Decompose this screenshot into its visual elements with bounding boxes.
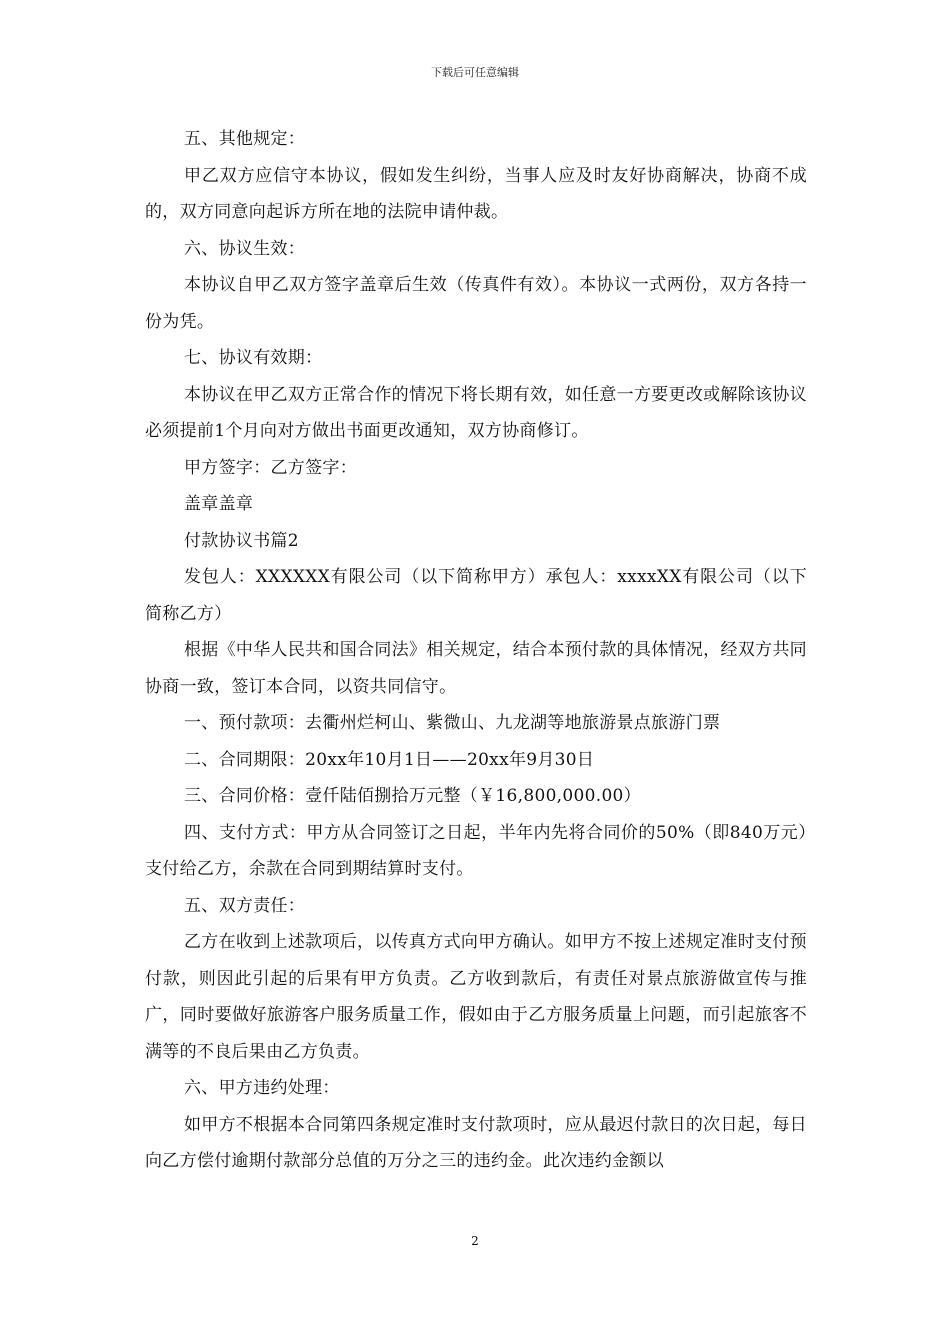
clause-contract-price: 三、合同价格：壹仟陆佰捌拾万元整（￥16,800,000.00）	[184, 786, 641, 806]
clause-prepayment-item: 一、预付款项：去衢州烂柯山、紫微山、九龙湖等地旅游景点旅游门票	[184, 713, 721, 733]
paragraph-effectiveness: 本协议自甲乙双方签字盖章后生效（传真件有效）。本协议一式两份，双方各持一份为凭。	[145, 275, 807, 332]
clause-payment-method: 四、支付方式：甲方从合同签订之日起，半年内先将合同价的50%（即840万元）支付给乙方，余款在合同到期结算时支付。	[145, 822, 807, 879]
seal-line: 盖章盖章	[184, 494, 254, 514]
paragraph-validity: 本协议在甲乙双方正常合作的情况下将长期有效，如任意一方要更改或解除该协议必须提前1个月向对方做出书面更改通知，双方协商修订。	[145, 384, 807, 441]
document-body	[145, 121, 807, 1180]
parties-paragraph: 发包人：XXXXXX有限公司（以下简称甲方）承包人：xxxxXX有限公司（以下简称乙方）	[145, 567, 807, 624]
section-heading-other-rules: 五、其他规定：	[184, 129, 306, 149]
page-number: 2	[471, 1234, 479, 1248]
paragraph-dispute-resolution: 甲乙双方应信守本协议，假如发生纠纷，当事人应及时友好协商解决，协商不成的，双方同意向起诉方所在地的法院申请仲裁。	[145, 165, 807, 222]
paragraph-responsibilities: 乙方在收到上述款项后，以传真方式向甲方确认。如甲方不按上述规定准时支付预付款，则因此引起的后果有甲方负责。乙方收到款后，有责任对景点旅游做宣传与推广，同时要做好旅游客户服务质量工作，假如由于乙方服务质量上问题，而引起旅客不满等的不良后果由乙方负责。	[145, 932, 807, 1062]
paragraph-breach: 如甲方不根据本合同第四条规定准时支付款项时，应从最迟付款日的次日起，每日向乙方偿付逾期付款部分总值的万分之三的违约金。此次违约金额以	[145, 1114, 807, 1171]
section-heading-breach: 六、甲方违约处理：	[184, 1078, 340, 1098]
preamble-paragraph: 根据《中华人民共和国合同法》相关规定，结合本预付款的具体情况，经双方共同协商一致，签订本合同，以资共同信守。	[145, 640, 807, 697]
document-subtitle: 付款协议书篇2	[184, 530, 299, 551]
section-heading-responsibilities: 五、双方责任：	[184, 895, 306, 916]
page-header: 下载后可任意编辑	[431, 66, 519, 79]
clause-contract-term: 二、合同期限：20xx年10月1日——20xx年9月30日	[184, 749, 595, 770]
section-heading-effectiveness: 六、协议生效：	[184, 238, 306, 259]
section-heading-validity: 七、协议有效期：	[184, 348, 323, 368]
signature-line: 甲方签字：乙方签字：	[184, 457, 357, 478]
